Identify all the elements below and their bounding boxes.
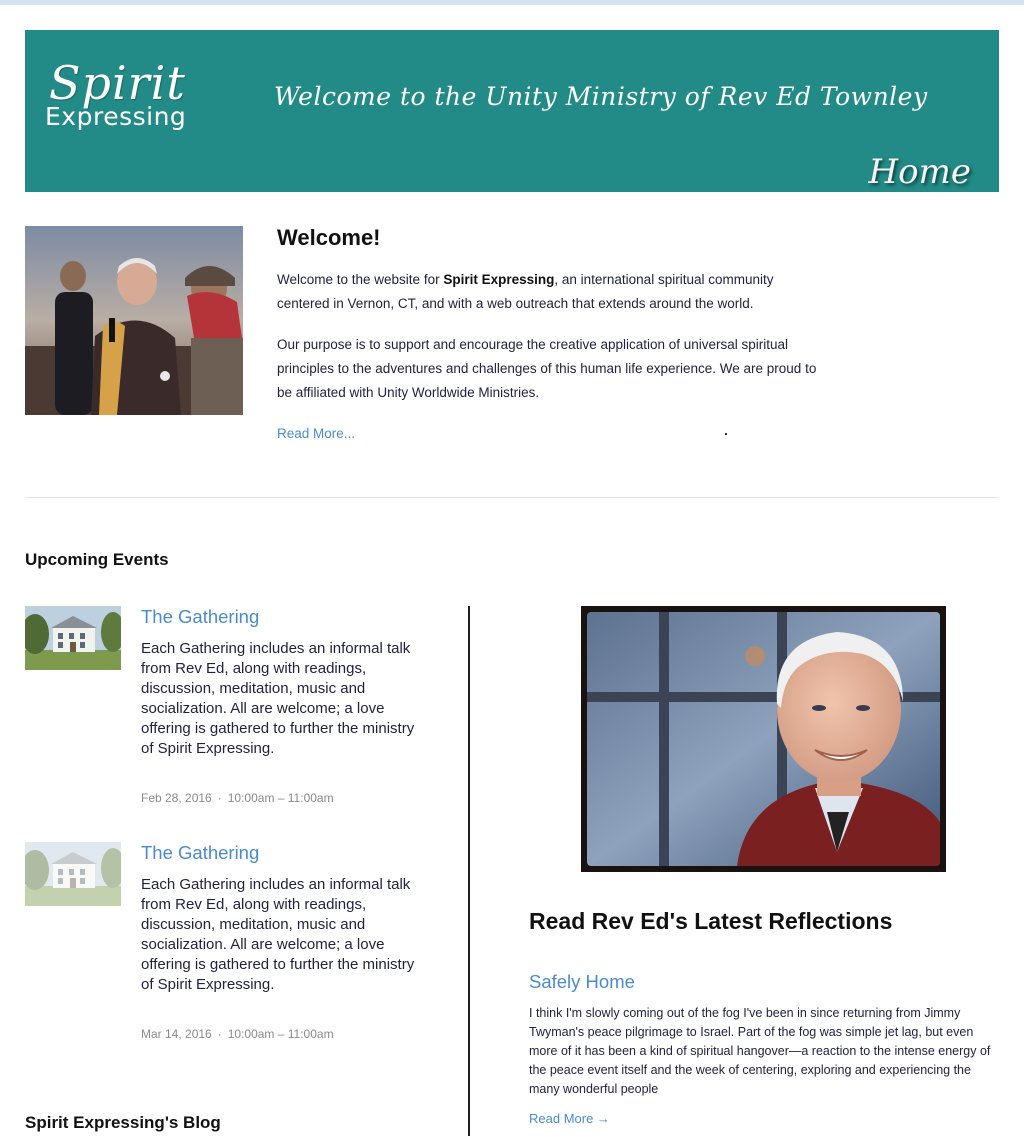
top-accent-strip (0, 0, 1024, 5)
event-title-link[interactable]: The Gathering (141, 606, 260, 627)
event-title-link[interactable]: The Gathering (141, 842, 260, 863)
blog-heading: Spirit Expressing's Blog (25, 1113, 221, 1132)
event-description: Each Gathering includes an informal talk from Rev Ed, along with readings, discussion, meditation, music and socialization. All are welcome; a love offering is gathered to further the ministry of Spirit Expressing. (141, 640, 415, 757)
welcome-group-photo (25, 226, 243, 415)
event-meta-separator: · (217, 791, 222, 805)
section-divider (25, 497, 999, 498)
welcome-heading: Welcome! (277, 225, 381, 250)
stray-dot (725, 433, 727, 435)
upcoming-events-heading: Upcoming Events (25, 550, 169, 569)
event-thumbnail[interactable] (25, 606, 121, 670)
site-logo[interactable] (45, 58, 215, 138)
welcome-intro-brand: Spirit Expressing (443, 272, 555, 287)
event-description: Each Gathering includes an informal talk from Rev Ed, along with readings, discussion, meditation, music and socialization. All are welcome; a love offering is gathered to further the ministry of Spirit Expressing. (141, 876, 415, 993)
event-date: Mar 14, 2016 (141, 1027, 212, 1041)
banner-page-label: Home (868, 152, 971, 192)
event-thumbnail[interactable] (25, 842, 121, 906)
blog-post-read-more-link[interactable]: Read More → (529, 1111, 610, 1126)
welcome-read-more-link[interactable]: Read More... (277, 426, 356, 441)
event-datetime (141, 1026, 334, 1042)
column-divider (468, 606, 470, 1136)
banner-tagline: Welcome to the Unity Ministry of Rev Ed Townley (274, 82, 928, 111)
rev-ed-portrait-frame (581, 606, 946, 872)
welcome-paragraph-purpose: Our purpose is to support and encourage the creative application of universal spiritual principles to the adventures and challenges of this human life experience. We are proud to be affiliated with Unity Worldwide Ministries. (277, 337, 817, 400)
event-date: Feb 28, 2016 (141, 791, 212, 805)
welcome-intro-pre: Welcome to the website for (277, 272, 444, 287)
event-time: 10:00am – 11:00am (227, 1027, 334, 1041)
reflections-heading: Read Rev Ed's Latest Reflections (529, 908, 893, 934)
welcome-paragraph-intro (277, 268, 822, 316)
blog-post-excerpt: I think I'm slowly coming out of the fog I've been in since returning from Jimmy Twyman's peace pilgrimage to Israel. Part of the fog was simple jet lag, but even more of it has been a kind of spiritual hangover—a reaction to the intense energy of the peace event itself and the week of centering, exploring and experiencing the many wonderful people (529, 1006, 991, 1096)
site-banner (25, 30, 999, 192)
logo-spirit-text: Spirit (49, 56, 186, 110)
blog-post-title-link[interactable]: Safely Home (529, 971, 635, 992)
logo-expressing-text: Expressing (45, 102, 187, 131)
welcome-intro-post: , an international spiritual community centered in Vernon, CT, and with a web outreach that extends around the world. (277, 272, 774, 311)
event-time: 10:00am – 11:00am (227, 791, 334, 805)
rev-ed-portrait (587, 612, 940, 866)
event-datetime (141, 790, 334, 806)
event-meta-separator: · (217, 1027, 222, 1041)
